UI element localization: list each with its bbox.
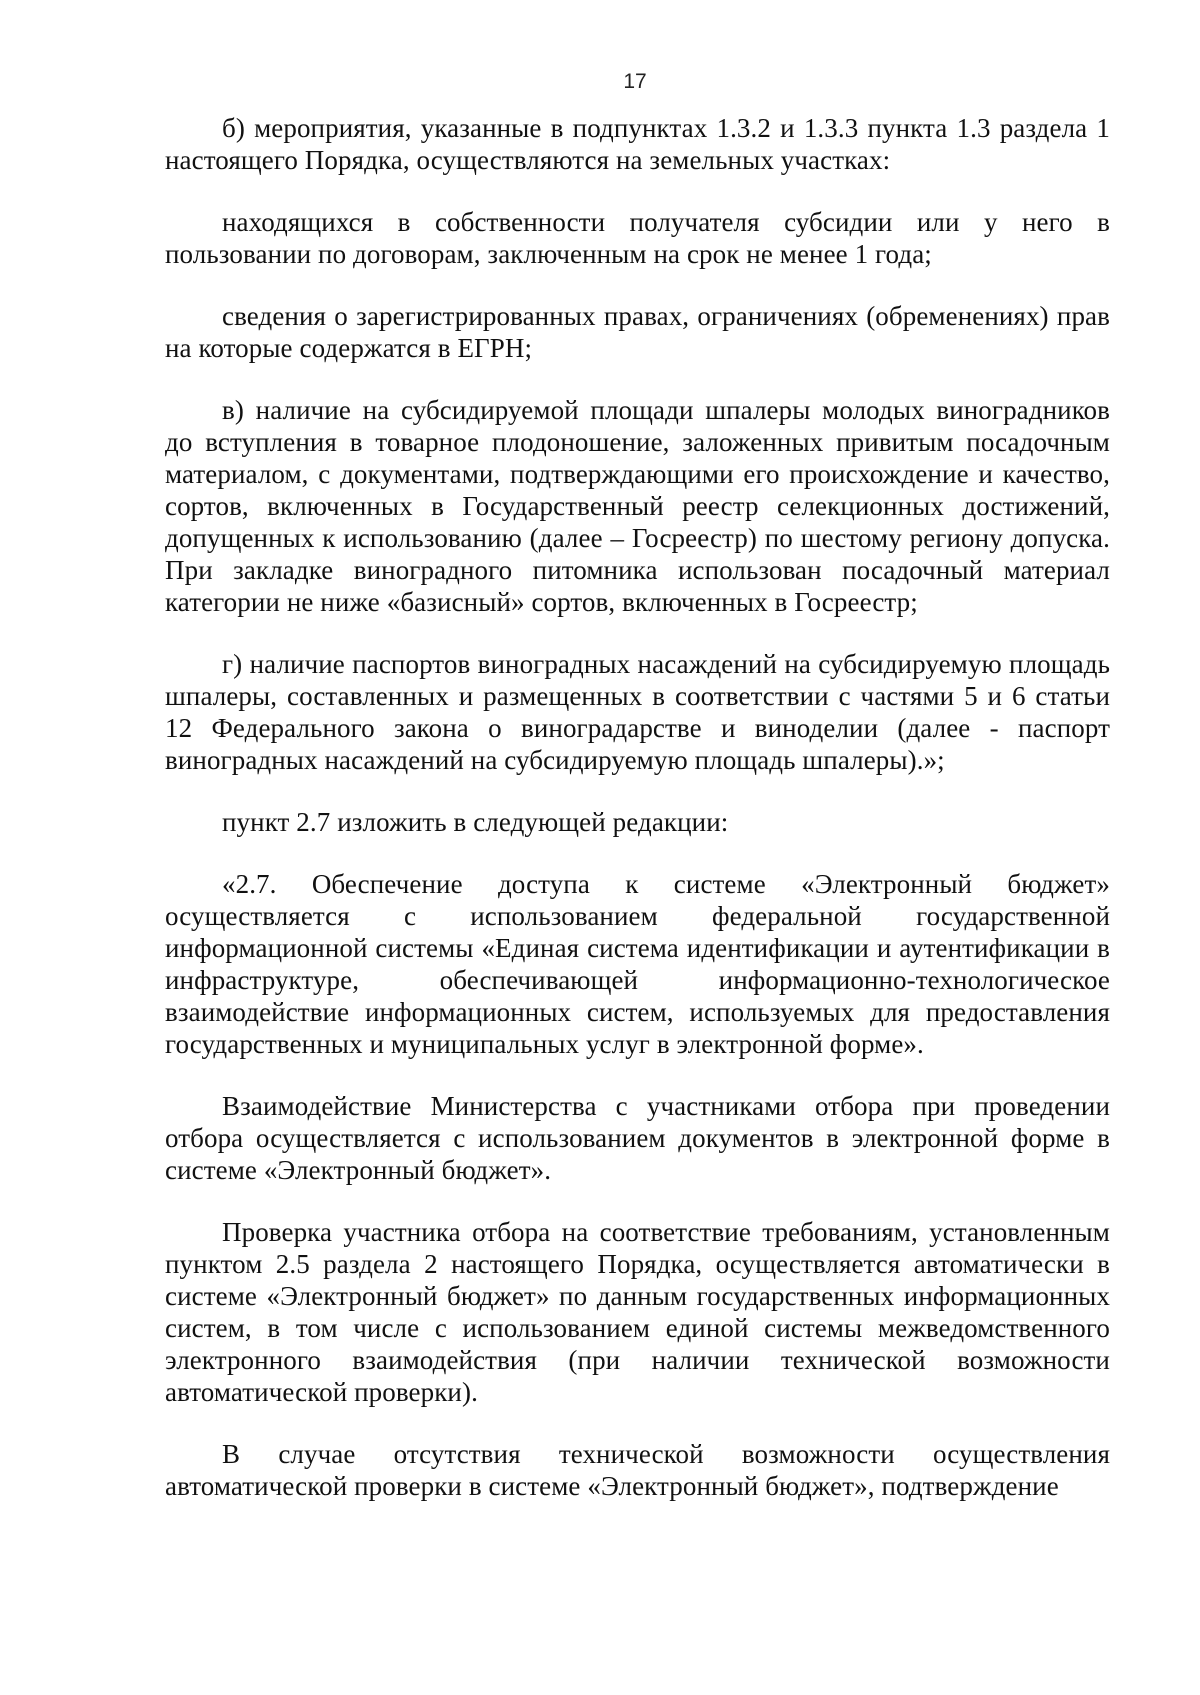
paragraph-egrn: сведения о зарегистрированных правах, ограничениях (обременениях) прав на которые содержатся в ЕГРН; (165, 301, 1110, 363)
paragraph-item-2-7-intro: пункт 2.7 изложить в следующей редакции: (222, 807, 729, 837)
paragraph-item-2-7: «2.7. Обеспечение доступа к системе «Электронный бюджет» осуществляется с использованием федеральной государственной информационной системы «Единая система идентификации и аутентификации в инфраструктуре, обеспечивающей информационно-технологическое взаимодействие информационных систем, используемых для предоставления государственных и муниципальных услуг в электронной форме». (165, 869, 1110, 1059)
paragraph-automatic-check: Проверка участника отбора на соответствие требованиям, установленным пунктом 2.5 раздела 2 настоящего Порядка, осуществляется автоматически в системе «Электронный бюджет» по данным государственных информационных систем, в том числе с использованием единой системы межведомственного электронного взаимодействия (при наличии технической возможности автоматической проверки). (165, 1217, 1110, 1407)
page-number: 17 (623, 70, 647, 93)
paragraph-no-technical-possibility: В случае отсутствия технической возможности осуществления автоматической проверки в системе «Электронный бюджет», подтверждение (165, 1439, 1110, 1501)
document-body (165, 112, 1110, 1532)
paragraph-ministry-interaction: Взаимодействие Министерства с участниками отбора при проведении отбора осуществляется с использованием документов в электронной форме в системе «Электронный бюджет». (165, 1091, 1110, 1185)
paragraph-ownership: находящихся в собственности получателя субсидии или у него в пользовании по договорам, заключенным на срок не менее 1 года; (165, 207, 1110, 269)
paragraph-b-land-plots: б) мероприятия, указанные в подпунктах 1.3.2 и 1.3.3 пункта 1.3 раздела 1 настоящего Порядка, осуществляются на земельных участках: (165, 113, 1110, 175)
paragraph-v-vineyards: в) наличие на субсидируемой площади шпалеры молодых виноградников до вступления в товарное плодоношение, заложенных привитым посадочным материалом, с документами, подтверждающими его происхождение и качество, сортов, включенных в Государственный реестр селекционных достижений, допущенных к использованию (далее – Госреестр) по шестому региону допуска. При закладке виноградного питомника использован посадочный материал категории не ниже «базисный» сортов, включенных в Госреестр; (165, 395, 1110, 617)
paragraph-g-passports: г) наличие паспортов виноградных насаждений на субсидируемую площадь шпалеры, составленных и размещенных в соответствии с частями 5 и 6 статьи 12 Федерального закона о виноградарстве и виноделии (далее - паспорт виноградных насаждений на субсидируемую площадь шпалеры).»; (165, 649, 1110, 775)
